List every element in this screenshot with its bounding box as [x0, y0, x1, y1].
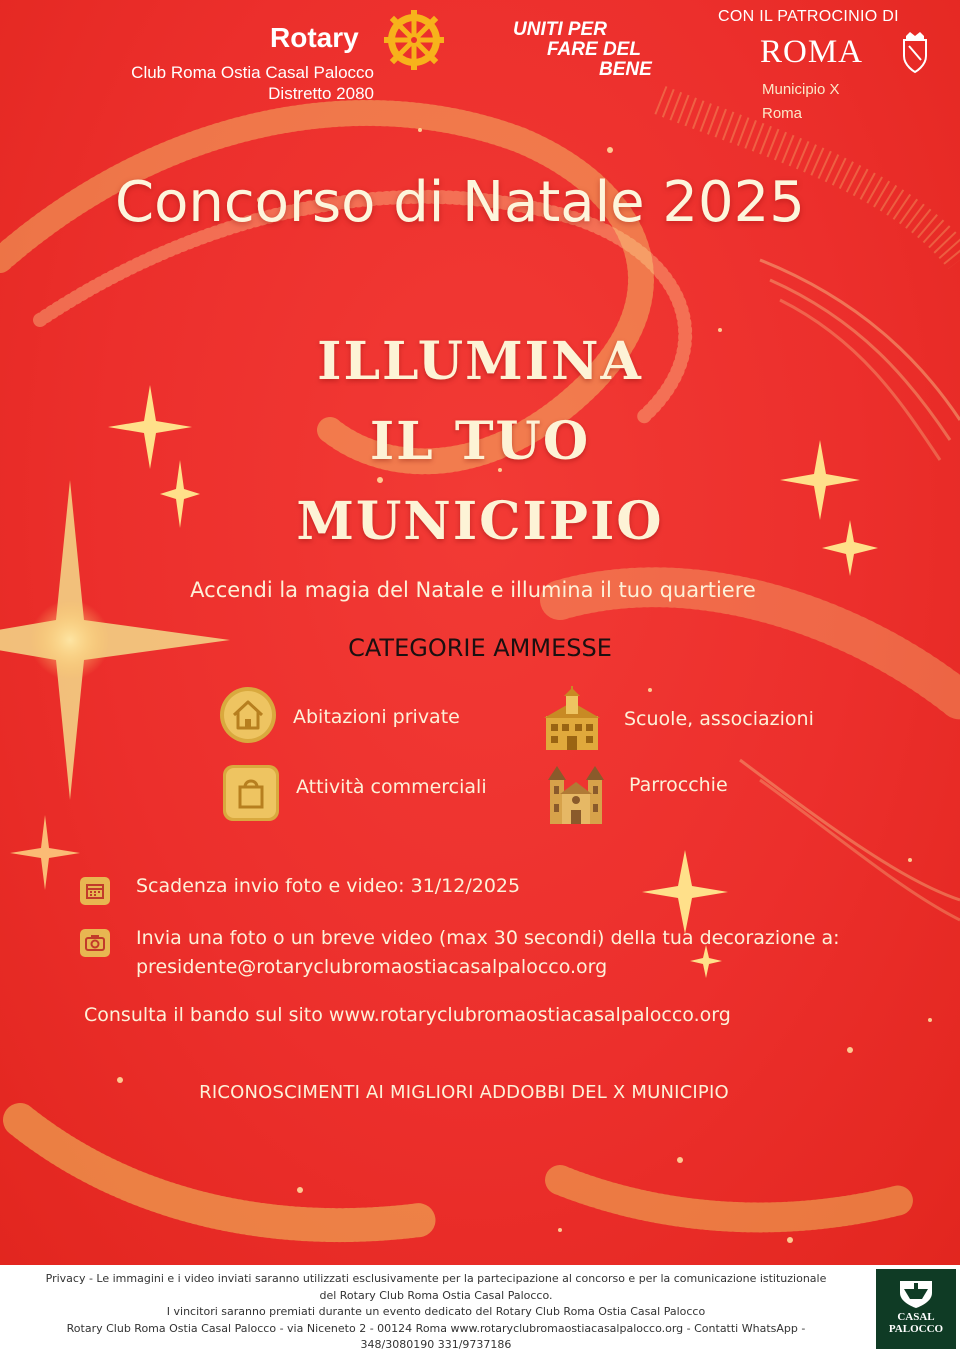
camera-icon [80, 929, 110, 957]
patrocinio-label: CON IL PATROCINIO DI [718, 8, 899, 25]
house-icon [219, 686, 277, 744]
motto-line-3: BENE [599, 59, 652, 80]
footer-privacy-line-2: del Rotary Club Roma Ostia Casal Palocco. [319, 1288, 553, 1302]
municipio-line-1: Municipio X [762, 81, 840, 98]
send-instructions-line: Invia una foto o un breve video (max 30 secondi) della tua decorazione a: [136, 927, 840, 949]
footer-contact-line-1: Rotary Club Roma Ostia Casal Palocco - via Niceneto 2 - 00124 Roma www.rotaryclubromaostiacasalpalocco.org - Contatti WhatsApp - [66, 1321, 806, 1335]
footer-text [6, 1271, 866, 1354]
footer-winners-line: I vincitori saranno premiati durante un evento dedicato del Rotary Club Roma Ostia Casal Palocco [166, 1305, 706, 1318]
footer [0, 1265, 960, 1353]
slogan-line-3: MUNICIPIO [296, 491, 664, 552]
church-icon [548, 764, 604, 826]
roma-crest-icon [900, 30, 930, 74]
rotary-district: Distretto 2080 [268, 84, 374, 103]
riconoscimenti: RICONOSCIMENTI AI MIGLIORI ADDOBBI DEL X MUNICIPIO [199, 1082, 729, 1103]
municipio-line-2: Roma [762, 105, 803, 122]
footer-privacy-line-1: Privacy - Le immagini e i video inviati saranno utilizzati esclusivamente per la partecipazione al concorso e per la comunicazione istituzionale [45, 1272, 827, 1285]
motto-line-1: UNITI PER [513, 19, 607, 40]
deadline-text: Scadenza invio foto e video: 31/12/2025 [136, 875, 521, 897]
casal-palocco-logo [876, 1269, 956, 1349]
categories-title: CATEGORIE AMMESSE [348, 634, 612, 662]
consulta-bando: Consulta il bando sul sito www.rotaryclubromaostiacasalpalocco.org [84, 1004, 731, 1026]
rotary-club-info [86, 62, 374, 104]
category-label: Parrocchie [629, 774, 728, 796]
casal-palocco-logo-line-1: CASAL [897, 1311, 935, 1323]
roma-logo-text: ROMA [760, 34, 864, 70]
rotary-name: Rotary [270, 22, 359, 53]
school-icon [540, 686, 604, 754]
category-label: Attività commerciali [296, 776, 487, 798]
send-email: presidente@rotaryclubromaostiacasalpalocco.org [136, 956, 608, 978]
slogan-line-1: ILLUMINA [317, 331, 643, 392]
slogan-line-2: IL TUO [369, 411, 591, 472]
rotary-club-name: Club Roma Ostia Casal Palocco [131, 63, 374, 82]
send-instructions [136, 924, 840, 982]
casal-palocco-logo-line-2: PALOCCO [888, 1323, 944, 1335]
main-title: Concorso di Natale 2025 [115, 170, 805, 235]
rotary-wheel-icon [382, 8, 446, 72]
slogan [0, 322, 960, 562]
tagline: Accendi la magia del Natale e illumina il tuo quartiere [190, 578, 756, 602]
casal-palocco-emblem-icon [896, 1275, 936, 1309]
motto-line-2: FARE DEL [547, 39, 641, 60]
category-label: Scuole, associazioni [624, 708, 814, 730]
footer-contact-line-2: 348/3080190 331/9737186 [360, 1338, 512, 1351]
shopping-bag-icon [222, 764, 280, 822]
municipio-label [762, 78, 840, 126]
motto [513, 20, 663, 80]
category-label: Abitazioni private [293, 706, 460, 728]
calendar-icon [80, 877, 110, 905]
